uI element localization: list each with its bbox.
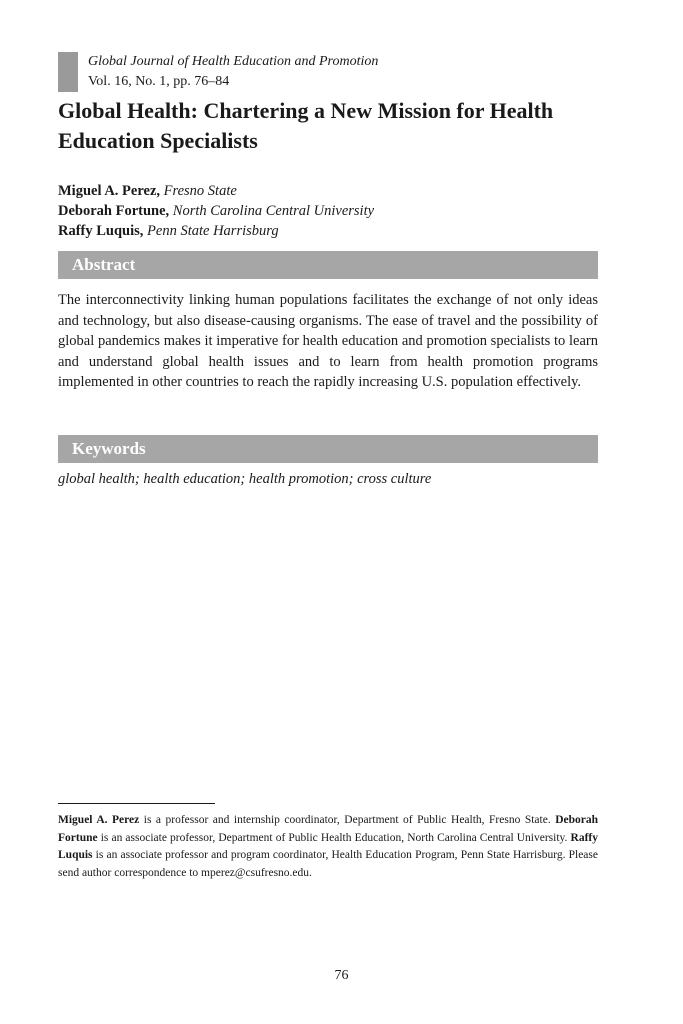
abstract-text: The interconnectivity linking human populations facilitates the exchange of not only ideas and technology, but also disease-causing organisms. The ease of travel and the possibility of global pandemics makes it imperative for health education and promotion specialists to learn and understand global health issues and to learn from health promotion programs implemented in other countries to reach the rapidly increasing U.S. population effectively.: [58, 292, 598, 390]
footnote-author-desc: is an associate professor, Department of Public Health Education, North Carolina Central University.: [97, 831, 571, 844]
author-name: Deborah Fortune,: [58, 203, 170, 219]
author-line: [58, 201, 374, 221]
journal-volume: Vol. 16, No. 1, pp. 76–84: [88, 74, 230, 89]
keywords-text: global health; health education; health promotion; cross culture: [58, 471, 432, 487]
author-line: [58, 181, 374, 201]
author-affiliation: North Carolina Central University: [172, 203, 375, 219]
footnote-author-name: Raffy Luquis: [58, 831, 598, 861]
author-footnote: [58, 812, 598, 882]
footnote-divider: [58, 803, 215, 804]
author-affiliation: Fresno State: [163, 183, 237, 199]
footnote-author-desc: is an associate professor and program coordinator, Health Education Program, Penn State Harrisburg. Please send author correspondence to mperez@csufresno.edu.: [58, 849, 598, 879]
abstract-heading: Abstract: [72, 255, 136, 274]
footnote-author-name: Deborah Fortune: [58, 814, 599, 844]
journal-name: Global Journal of Health Education and Promotion: [88, 54, 379, 69]
author-line: [58, 221, 374, 241]
author-affiliation: Penn State Harrisburg: [147, 223, 279, 239]
abstract-heading-band: [58, 251, 598, 279]
keywords-heading: Keywords: [72, 439, 146, 458]
author-name: Miguel A. Perez,: [58, 183, 161, 199]
keywords-heading-band: [58, 435, 598, 463]
article-title: Global Health: Chartering a New Mission for Health Education Specialists: [58, 98, 554, 153]
author-name: Raffy Luquis,: [58, 223, 144, 239]
footnote-author-desc: is a professor and internship coordinator, Department of Public Health, Fresno State.: [139, 814, 556, 826]
journal-header-text: [88, 52, 378, 92]
journal-header-bar: [58, 52, 78, 92]
author-list: [58, 181, 374, 241]
page-number: 76: [334, 968, 349, 983]
footnote-author-name: Miguel A. Perez: [58, 814, 140, 826]
